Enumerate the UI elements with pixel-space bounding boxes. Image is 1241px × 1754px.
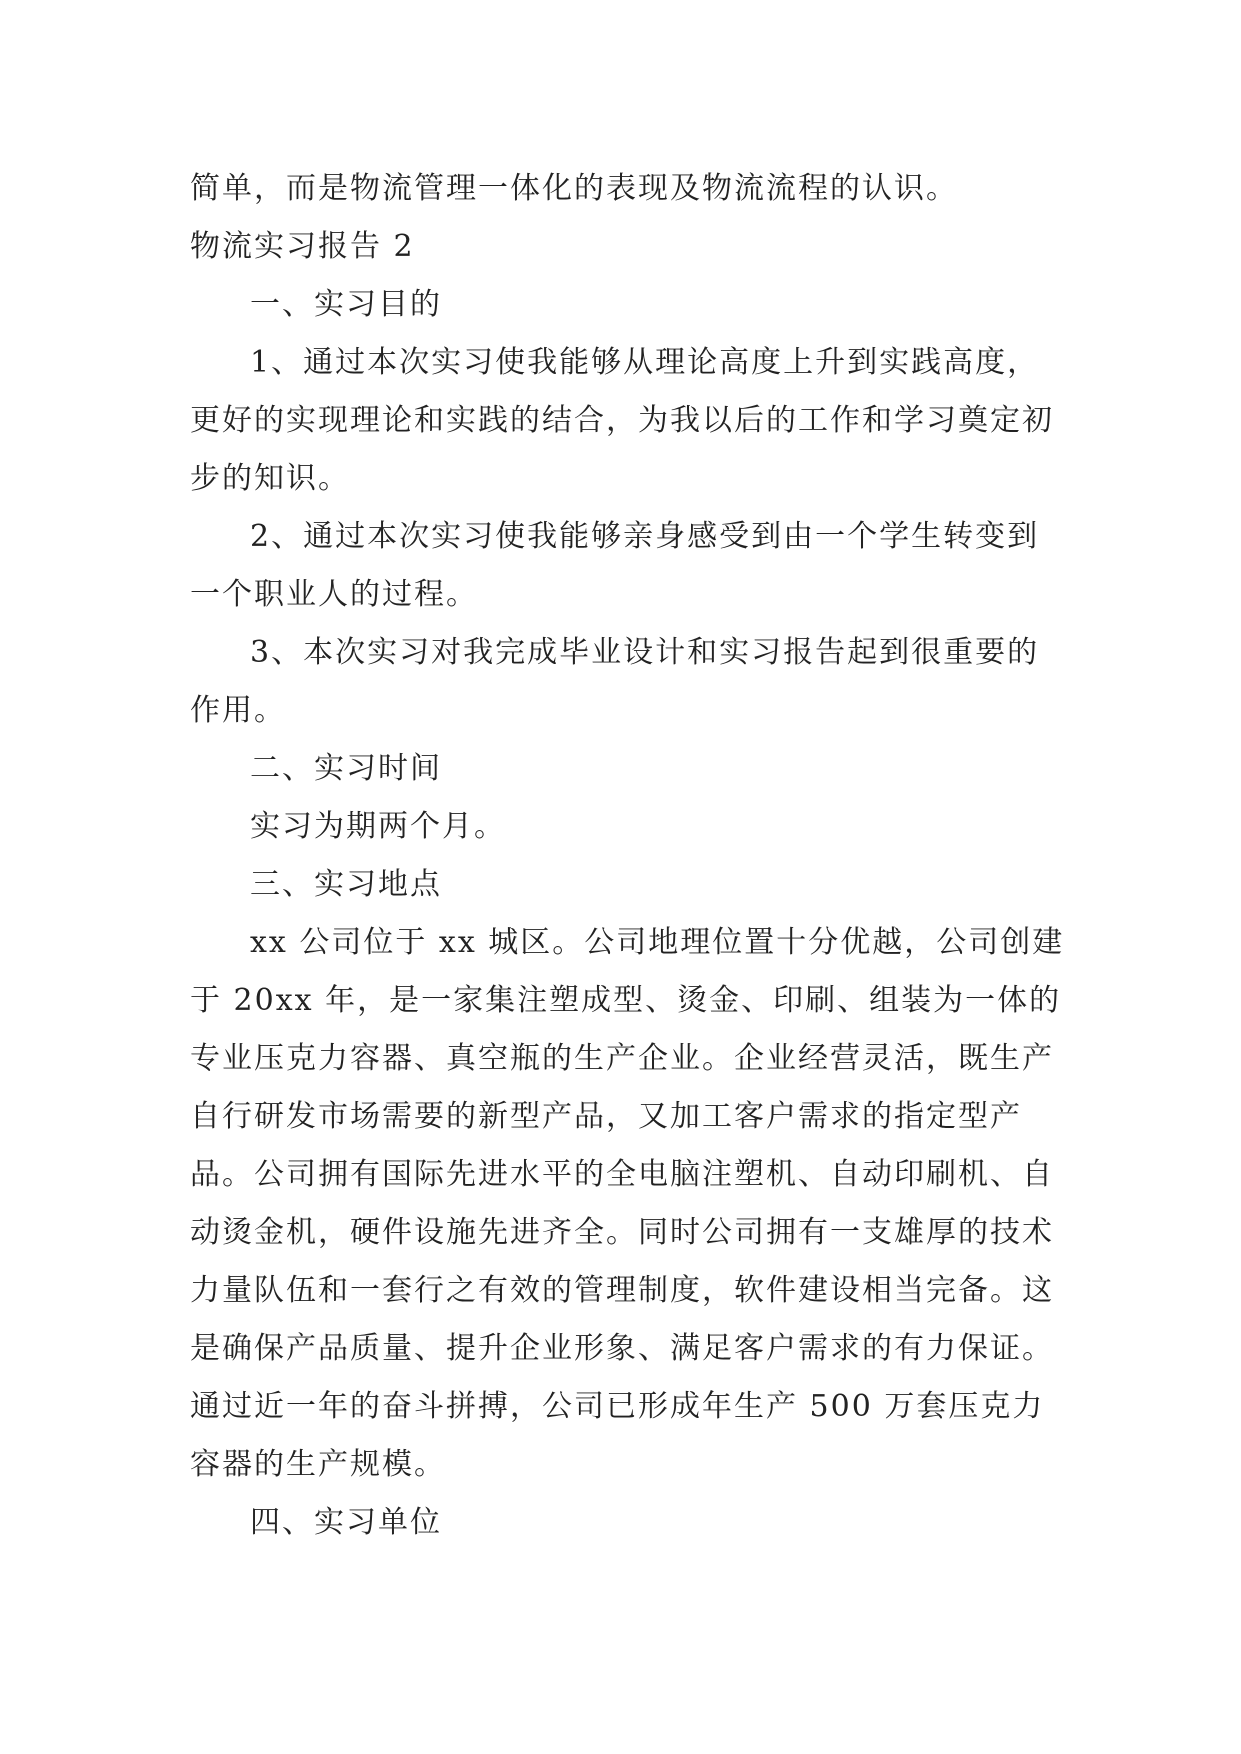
purpose-item-2: 2、通过本次实习使我能够亲身感受到由一个学生转变到一个职业人的过程。: [190, 519, 1040, 612]
document-body: [190, 160, 1070, 1552]
section-heading-time: 二、实习时间: [250, 751, 442, 786]
paragraph-continuation: 简单，而是物流管理一体化的表现及物流流程的认识。: [190, 171, 958, 206]
purpose-item-3: 3、本次实习对我完成毕业设计和实习报告起到很重要的作用。: [190, 635, 1040, 728]
report-title: 物流实习报告 2: [190, 229, 415, 264]
section-heading-purpose: 一、实习目的: [250, 287, 442, 322]
company-description: xx 公司位于 xx 城区。公司地理位置十分优越，公司创建于 20xx 年，是一家集注塑成型、烫金、印刷、组装为一体的专业压克力容器、真空瓶的生产企业。企业经营灵活，既生产自行研发市场需要的新型产品，又加工客户需求的指定型产品。公司拥有国际先进水平的全电脑注塑机、自动印刷机、自动烫金机，硬件设施先进齐全。同时公司拥有一支雄厚的技术力量队伍和一套行之有效的管理制度，软件建设相当完备。这是确保产品质量、提升企业形象、满足客户需求的有力保证。通过近一年的奋斗拼搏，公司已形成年生产 500 万套压克力容器的生产规模。: [190, 925, 1065, 1482]
section-heading-unit: 四、实习单位: [250, 1505, 442, 1540]
purpose-item-1: 1、通过本次实习使我能够从理论高度上升到实践高度，更好的实现理论和实践的结合，为我以后的工作和学习奠定初步的知识。: [190, 345, 1054, 496]
section-heading-location: 三、实习地点: [250, 867, 442, 902]
time-text: 实习为期两个月。: [250, 809, 506, 844]
